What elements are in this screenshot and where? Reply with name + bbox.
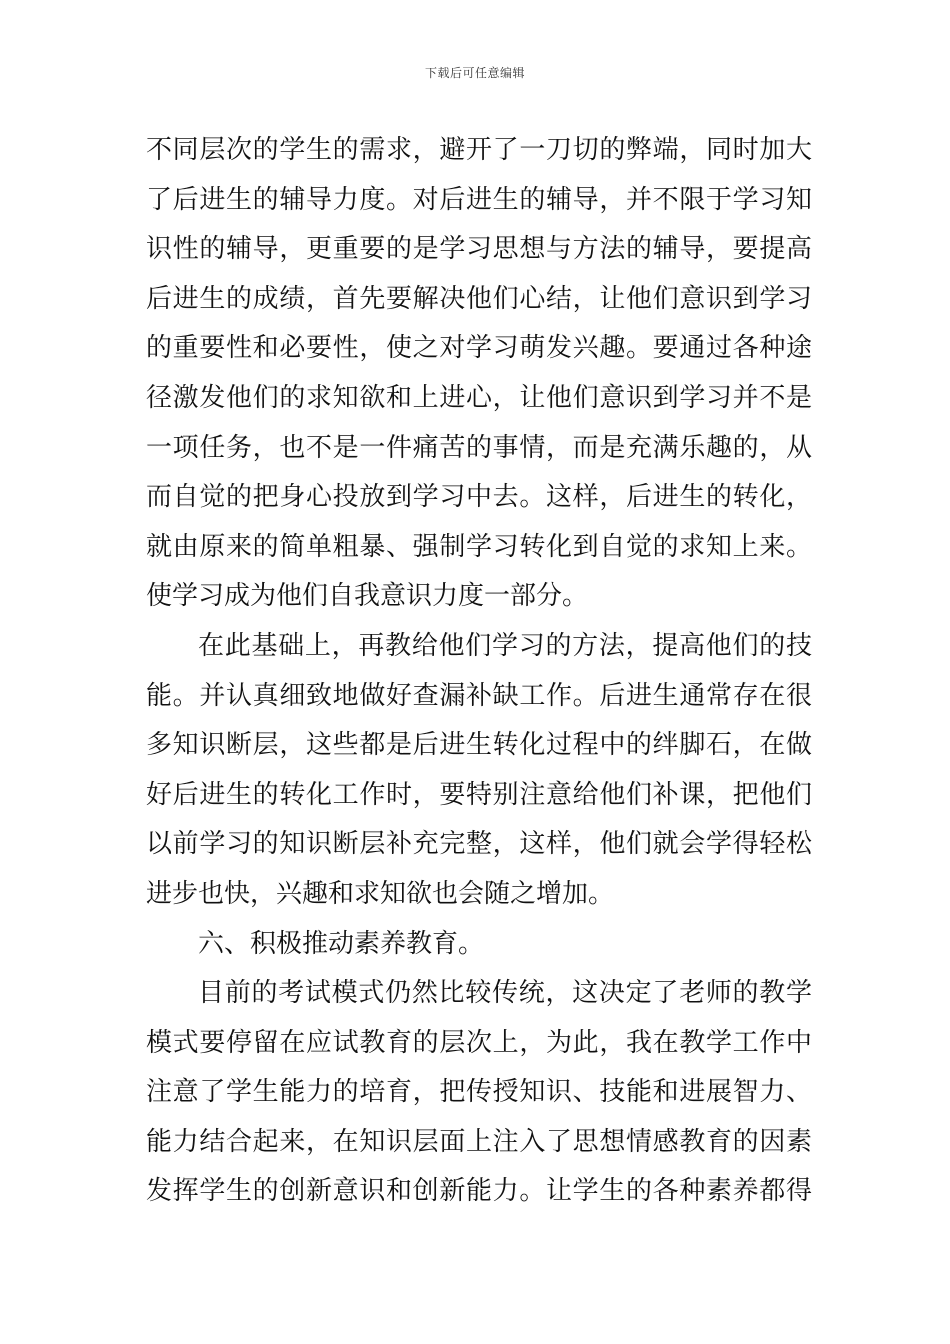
text-line: 识性的辅导，更重要的是学习思想与方法的辅导，要提高 bbox=[146, 234, 812, 265]
text-line: 好后进生的转化工作时，要特别注意给他们补课，把他们 bbox=[146, 779, 812, 810]
text-line: 多知识断层，这些都是后进生转化过程中的绊脚石，在做 bbox=[146, 730, 812, 761]
text-line: 能。并认真细致地做好查漏补缺工作。后进生通常存在很 bbox=[146, 680, 812, 711]
text-line: 径激发他们的求知欲和上进心，让他们意识到学习并不是 bbox=[146, 382, 812, 413]
text-line: 一项任务，也不是一件痛苦的事情，而是充满乐趣的，从 bbox=[146, 432, 812, 463]
text-line: 而自觉的把身心投放到学习中去。这样，后进生的转化， bbox=[146, 482, 812, 513]
page-header: 下载后可任意编辑 bbox=[424, 66, 525, 80]
text-line: 模式要停留在应试教育的层次上，为此，我在教学工作中 bbox=[146, 1027, 812, 1058]
text-line: 后进生的成绩，首先要解决他们心结，让他们意识到学习 bbox=[146, 283, 812, 314]
text-line: 不同层次的学生的需求，避开了一刀切的弊端，同时加大 bbox=[146, 135, 812, 165]
text-line: 六、积极推动素养教育。 bbox=[198, 928, 485, 959]
text-line: 了后进生的辅导力度。对后进生的辅导，并不限于学习知 bbox=[146, 184, 812, 215]
text-line: 进步也快，兴趣和求知欲也会随之增加。 bbox=[146, 878, 615, 909]
text-line: 就由原来的简单粗暴、强制学习转化到自觉的求知上来。 bbox=[146, 531, 812, 562]
text-line: 使学习成为他们自我意识力度一部分。 bbox=[146, 581, 589, 612]
text-line: 注意了学生能力的培育，把传授知识、技能和进展智力、 bbox=[146, 1077, 812, 1108]
text-line: 能力结合起来，在知识层面上注入了思想情感教育的因素 bbox=[146, 1126, 812, 1157]
text-line: 在此基础上，再教给他们学习的方法，提高他们的技 bbox=[198, 630, 812, 661]
text-line: 以前学习的知识断层补充完整，这样，他们就会学得轻松 bbox=[146, 829, 812, 860]
text-line: 的重要性和必要性，使之对学习萌发兴趣。要通过各种途 bbox=[146, 333, 812, 364]
text-line: 目前的考试模式仍然比较传统，这决定了老师的教学 bbox=[198, 978, 812, 1009]
text-line: 发挥学生的创新意识和创新能力。让学生的各种素养都得 bbox=[146, 1176, 812, 1207]
body-text bbox=[146, 126, 812, 1217]
